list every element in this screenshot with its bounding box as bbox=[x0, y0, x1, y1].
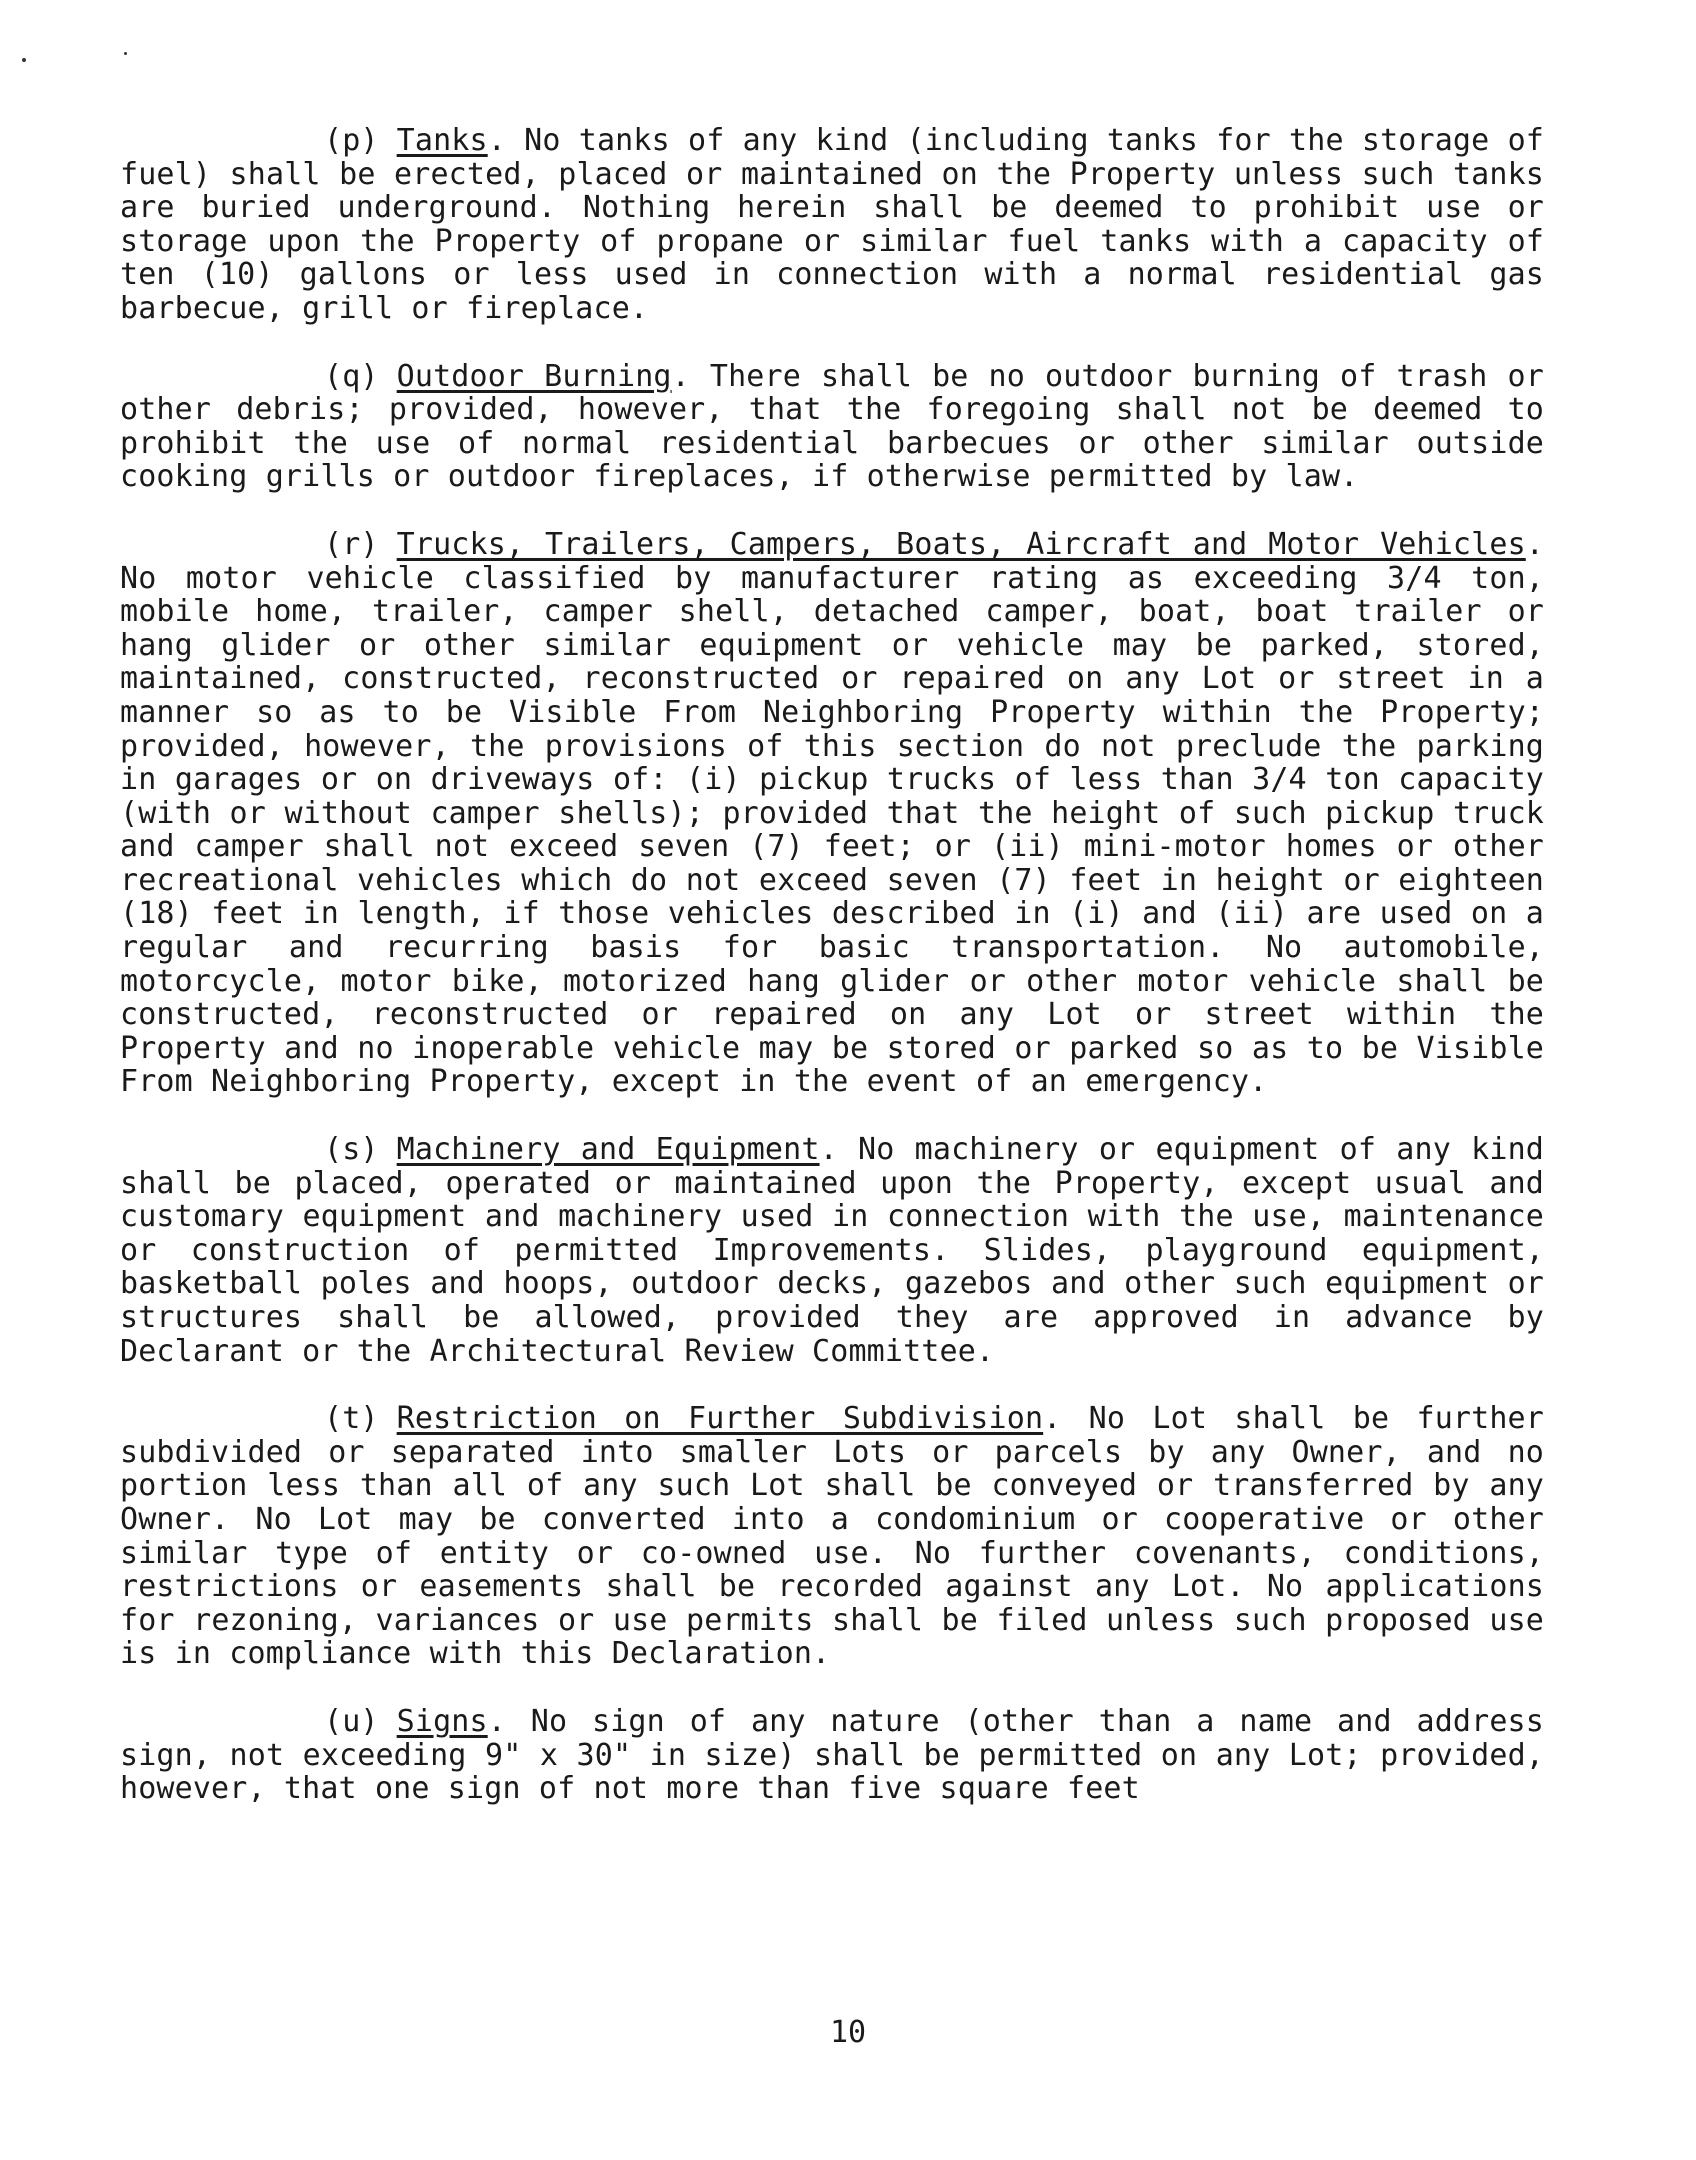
paragraph-label: (s) bbox=[324, 1132, 379, 1168]
paragraph-text: . No motor vehicle classified by manufacturer rating as exceeding 3/4 ton, mobile home, trailer, camper shell, detached camper, boat, boat trailer or hang glider or other similar equipment or vehicle may be parked, stored, maintained, constructed, reconstructed or repaired on any Lot or street in a manner so as to be Visible From Neighboring Property within the Property; provided, however, the provisions of this section do not preclude the parking in garages or on driveways of: (i) pickup trucks of less than 3/4 ton capacity (with or without camper shells); provided that the height of such pickup truck and camper shall not exceed seven (7) feet; or (ii) mini-motor homes or other recreational vehicles which do not exceed seven (7) feet in height or eighteen (18) feet in length, if those vehicles described in (i) and (ii) are used on a regular and recurring basis for basic transportation. No automobile, motorcycle, motor bike, motorized hang glider or other motor vehicle shall be constructed, reconstructed or repaired on any Lot or street within the Property and no inoperable vehicle may be stored or parked so as to be Visible From Neighboring Property, except in the event of an emergency. bbox=[120, 526, 1544, 1100]
scan-speck bbox=[22, 58, 26, 62]
paragraph-heading: Outdoor Burning bbox=[396, 358, 672, 394]
paragraph-label: (u) bbox=[324, 1703, 379, 1739]
paragraph-u bbox=[120, 1705, 1544, 1806]
paragraph-p bbox=[120, 124, 1544, 326]
paragraph-label: (q) bbox=[324, 358, 379, 394]
paragraph-heading: Machinery and Equipment bbox=[396, 1132, 820, 1168]
paragraph-heading: Signs bbox=[396, 1703, 488, 1739]
paragraph-heading: Restriction on Further Subdivision bbox=[396, 1401, 1044, 1437]
paragraph-label: (t) bbox=[324, 1401, 379, 1437]
paragraph-text: . There shall be no outdoor burning of trash or other debris; provided, however, that the foregoing shall not be deemed to prohibit the use of normal residential barbecues or other similar outside cooking grills or outdoor fireplaces, if otherwise permitted by law. bbox=[120, 358, 1544, 495]
paragraph-text: . No sign of any nature (other than a name and address sign, not exceeding 9" x 30" in size) shall be permitted on any Lot; provided, however, that one sign of not more than five square feet bbox=[120, 1703, 1544, 1807]
paragraph-label: (r) bbox=[324, 526, 379, 562]
page-number: 10 bbox=[829, 2015, 867, 2050]
paragraph-t bbox=[120, 1402, 1544, 1671]
paragraph-heading: Trucks, Trailers, Campers, Boats, Aircraft and Motor Vehicles bbox=[396, 526, 1526, 562]
paragraph-r bbox=[120, 528, 1544, 1099]
scan-speck bbox=[124, 52, 127, 55]
paragraph-label: (p) bbox=[324, 123, 379, 158]
document-body bbox=[120, 124, 1544, 1840]
paragraph-text: . No tanks of any kind (including tanks for the storage of fuel) shall be erected, placed or maintained on the Property unless such tanks are buried underground. Nothing herein shall be deemed to prohibit use or storage upon the Property of propane or similar fuel tanks with a capacity of ten (10) gallons or less used in connection with a normal residential gas barbecue, grill or fireplace. bbox=[120, 123, 1544, 326]
paragraph-heading: Tanks bbox=[396, 123, 488, 158]
paragraph-text: . No machinery or equipment of any kind shall be placed, operated or maintained upon the Property, except usual and customary equipment and machinery used in connection with the use, maintenance or construction of permitted Improvements. Slides, playground equipment, basketball poles and hoops, outdoor decks, gazebos and other such equipment or structures shall be allowed, provided they are approved in advance by Declarant or the Architectural Review Committee. bbox=[120, 1132, 1544, 1369]
paragraph-s bbox=[120, 1133, 1544, 1368]
paragraph-text: . No Lot shall be further subdivided or separated into smaller Lots or parcels by any Owner, and no portion less than all of any such Lot shall be conveyed or transferred by any Owner. No Lot may be converted into a condominium or cooperative or other similar type of entity or co-owned use. No further covenants, conditions, restrictions or easements shall be recorded against any Lot. No applications for rezoning, variances or use permits shall be filed unless such proposed use is in compliance with this Declaration. bbox=[120, 1401, 1544, 1672]
paragraph-q bbox=[120, 360, 1544, 494]
